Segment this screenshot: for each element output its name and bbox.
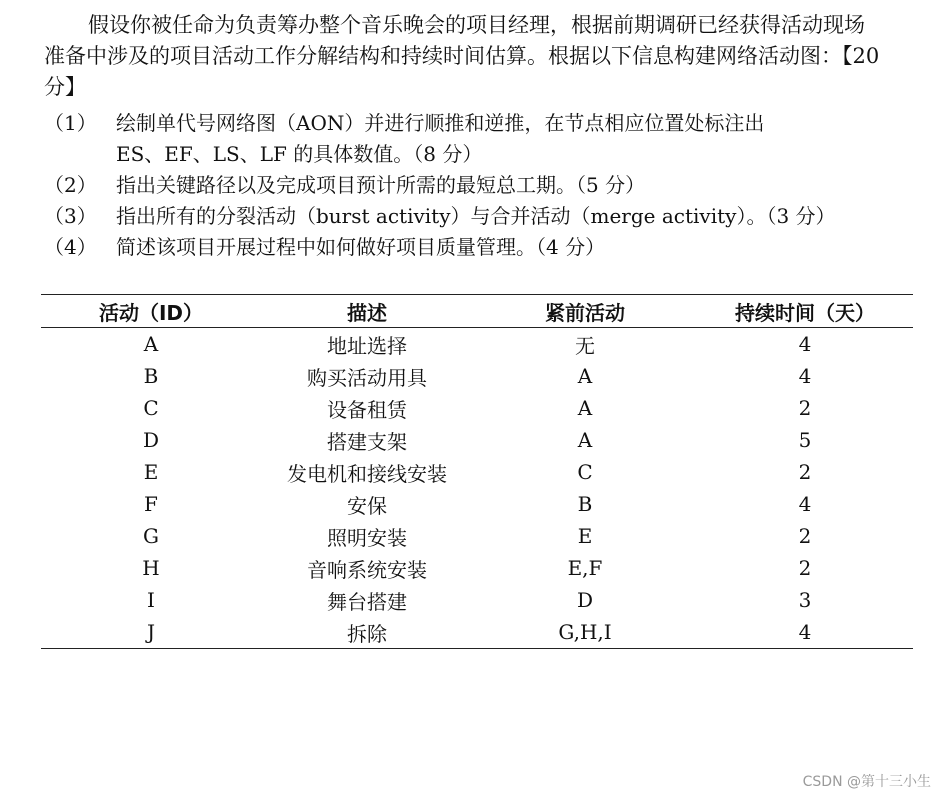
cell-description: 设备租赁 xyxy=(327,397,407,422)
header-activity-id: 活动（ID） xyxy=(41,295,261,328)
cell-activity-id: H xyxy=(142,556,160,580)
watermark: CSDN @第十三小生 xyxy=(802,774,931,790)
table-row xyxy=(41,360,913,392)
cell-activity-id: I xyxy=(147,588,155,612)
cell-description: 舞台搭建 xyxy=(327,589,407,614)
cell-predecessor: C xyxy=(577,460,593,484)
question-number: （4） xyxy=(44,235,97,259)
table-row xyxy=(41,552,913,584)
header-duration: 持续时间（天） xyxy=(697,295,913,328)
table-header-row xyxy=(41,295,913,328)
cell-activity-id: E xyxy=(143,460,159,484)
table-row xyxy=(41,488,913,520)
header-predecessor: 紧前活动 xyxy=(473,295,697,328)
table-row xyxy=(41,584,913,616)
cell-predecessor: A xyxy=(577,364,593,388)
cell-duration: 4 xyxy=(798,364,812,388)
cell-activity-id: J xyxy=(41,616,261,649)
cell-description: 搭建支架 xyxy=(327,429,407,454)
cell-description: 音响系统安装 xyxy=(307,557,427,582)
cell-description: 拆除 xyxy=(261,616,473,649)
problem-intro: 假设你被任命为负责筹办整个音乐晚会的项目经理，根据前期调研已经获得活动现场准备中涉及的项目活动工作分解结构和持续时间估算。根据以下信息构建网络活动图：【20 分】 xyxy=(44,13,880,99)
cell-duration: 2 xyxy=(798,524,812,548)
table-row xyxy=(41,456,913,488)
table-row xyxy=(41,328,913,361)
question-1 xyxy=(44,108,765,139)
cell-predecessor: G,H,I xyxy=(473,616,697,649)
cell-activity-id: A xyxy=(143,332,159,356)
cell-activity-id: G xyxy=(143,524,159,548)
question-text: 绘制单代号网络图（AON）并进行顺推和逆推，在节点相应位置处标注出 xyxy=(116,111,765,135)
question-3 xyxy=(44,201,836,232)
header-description: 描述 xyxy=(261,295,473,328)
question-1-continued: ES、EF、LS、LF 的具体数值。（8 分） xyxy=(116,142,483,166)
question-4 xyxy=(44,232,606,263)
cell-predecessor: D xyxy=(576,588,594,612)
cell-duration: 4 xyxy=(798,332,812,356)
cell-duration: 5 xyxy=(798,428,812,452)
cell-activity-id: B xyxy=(143,364,159,388)
question-2 xyxy=(44,170,646,201)
activity-table xyxy=(41,294,913,649)
question-text: 指出关键路径以及完成项目预计所需的最短总工期。（5 分） xyxy=(116,173,646,197)
cell-duration: 2 xyxy=(798,460,812,484)
cell-duration: 2 xyxy=(798,396,812,420)
cell-activity-id: D xyxy=(142,428,160,452)
cell-description: 购买活动用具 xyxy=(307,365,427,390)
cell-duration: 4 xyxy=(798,492,812,516)
cell-description: 发电机和接线安装 xyxy=(287,461,447,486)
question-number: （1） xyxy=(44,111,97,135)
cell-predecessor: A xyxy=(577,428,593,452)
question-text: 简述该项目开展过程中如何做好项目质量管理。（4 分） xyxy=(116,235,606,259)
question-number: （3） xyxy=(44,204,97,228)
cell-activity-id: C xyxy=(143,396,159,420)
table-row xyxy=(41,424,913,456)
cell-predecessor: B xyxy=(577,492,593,516)
cell-description: 安保 xyxy=(347,493,387,518)
table-row xyxy=(41,520,913,552)
cell-predecessor: E,F xyxy=(567,556,603,580)
question-text: 指出所有的分裂活动（burst activity）与合并活动（merge activity）。（3 分） xyxy=(116,204,836,228)
cell-predecessor: A xyxy=(577,396,593,420)
cell-duration: 3 xyxy=(798,588,812,612)
cell-description: 照明安装 xyxy=(327,525,407,550)
cell-duration: 2 xyxy=(798,556,812,580)
cell-predecessor: 无 xyxy=(575,333,595,358)
cell-activity-id: F xyxy=(144,492,158,516)
table-row xyxy=(41,392,913,424)
cell-duration: 4 xyxy=(697,616,913,649)
question-number: （2） xyxy=(44,173,97,197)
table-row xyxy=(41,616,913,649)
cell-predecessor: E xyxy=(577,524,593,548)
cell-description: 地址选择 xyxy=(327,333,407,358)
